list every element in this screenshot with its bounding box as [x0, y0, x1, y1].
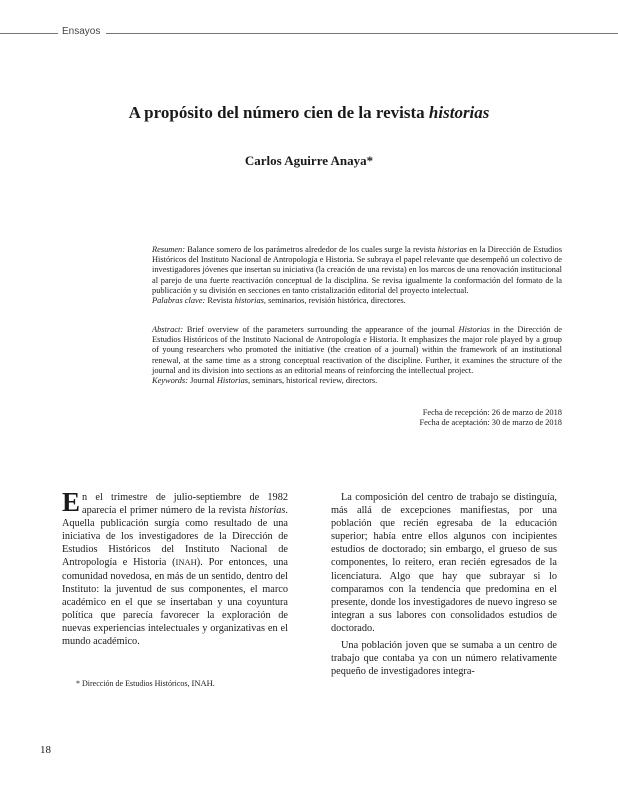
keywords-en-1: Journal: [187, 376, 217, 386]
body-left-text-2: . Aquella publicación surgía como resultado de una iniciativa de los investigadores de la Dirección de Estudios Históricos del Instituto Nacional de Antropología e Historia (: [62, 505, 288, 569]
keywords-en-journal: Historias: [216, 376, 249, 386]
abstract-en-label: Abstract:: [152, 325, 184, 334]
article-dates: [360, 408, 562, 428]
keywords-es-1: Revista: [205, 296, 235, 306]
abstract-es-text-1: Balance somero de los parámetros alrededor de los cuales surge la revista: [185, 245, 438, 254]
title-main: A propósito del número cien de la revista: [128, 103, 429, 122]
abstract-en-text-1: Brief overview of the parameters surrounding the appearance of the journal: [183, 325, 459, 334]
abstract-english: [152, 325, 562, 386]
keywords-es-label: Palabras clave:: [152, 296, 206, 306]
drop-cap: E: [62, 487, 81, 517]
abstract-es-text-2: en la Dirección de Estudios Históricos del Instituto Nacional de Antropología e Historia. Se subraya el papel relevante que desempeñó un colectivo de investigadores jóvenes que insertan su iniciativa (la creación de una revista) en los marcos de una renovación institucional al parejo de una fuerte reactivación conceptual de la disciplina. Se revisa igualmente la conformación del formato de la publicación y su división en secciones en tanto cristalización editorial del proyecto intelectual.: [152, 245, 562, 295]
date-accepted: Fecha de aceptación: 30 de marzo de 2018: [419, 418, 562, 427]
keywords-es-journal: historias: [234, 296, 264, 306]
author-name: Carlos Aguirre Anaya*: [244, 153, 374, 168]
page-number: 18: [40, 744, 51, 756]
header-rule-left: [0, 33, 58, 34]
abstract-es-label: Resumen:: [152, 245, 186, 254]
abstract-en-text-2: in the Dirección de Estudios Históricos of the Instituto Nacional de Antropología e Historia. It emphasizes the major role played by a group of young researchers who promoted the initiative (the creation of a journal) within the framework of an institutional renewal, at the same time as a strong conceptual reactivation of the discipline. Further, it examines the structure of the journal and its division into sections as an editorial means of reinforcing the intellectual project.: [152, 325, 562, 375]
abstract-spanish: [152, 245, 562, 306]
date-received: Fecha de recepción: 26 de marzo de 2018: [422, 408, 562, 417]
keywords-en-label: Keywords:: [152, 376, 188, 386]
body-left-text-1: n el trimestre de julio-septiembre de 1982 aparecía el primer número de la revista: [82, 492, 288, 517]
keywords-en-2: , seminars, historical review, directors.: [248, 376, 378, 386]
abstract-es-journal: historias: [437, 245, 467, 254]
body-paragraph: La composición del centro de trabajo se distinguía, más allá de excepciones manifiestas, por una población que recién egresaba de la educación superior; había entre ellos algunos con incipientes estudios de doctorado; sin embargo, el grueso de sus componentes, lo reitero, eran recién egresados de la licenciatura. Algo que hay que subrayar si lo comparamos con la tendencia que predomina en el presente, donde los investigadores de nuevo ingreso se integran a sus labores con consolidados estudios de doctorado.: [331, 492, 557, 634]
header-rule-right: [106, 33, 618, 34]
body-column-right: [331, 491, 557, 678]
footnote-acronym: INAH: [191, 678, 213, 688]
body-left-text-3: ). Por entonces, una comunidad novedosa, en más de un sentido, dentro del Instituto: la juventud de sus componentes, el marco académico en el que se insertaban y una coyuntura política que parecía favorecer la exploración de nuevas experiencias intelectuales y organizativas en el mundo académico.: [62, 557, 288, 648]
article-title: [0, 103, 618, 123]
keywords-es-2: , seminarios, revisión histórica, directores.: [263, 296, 406, 306]
abstract-en-journal: Historias: [458, 325, 490, 334]
running-header: [0, 26, 618, 40]
body-paragraph: [62, 487, 288, 648]
body-left-journal: historias: [249, 505, 286, 517]
footnote-text: * Dirección de Estudios Históricos,: [76, 679, 192, 688]
footnote-end: .: [212, 679, 215, 688]
body-column-left: [62, 487, 288, 648]
body-left-acronym: INAH: [175, 557, 197, 568]
title-journal-name: historias: [428, 103, 490, 122]
section-label: Ensayos: [62, 26, 101, 37]
body-paragraph: Una población joven que se sumaba a un centro de trabajo que contaba ya con un número relativamente pequeño de investigadores integra-: [331, 640, 557, 678]
footnote: [76, 678, 296, 688]
